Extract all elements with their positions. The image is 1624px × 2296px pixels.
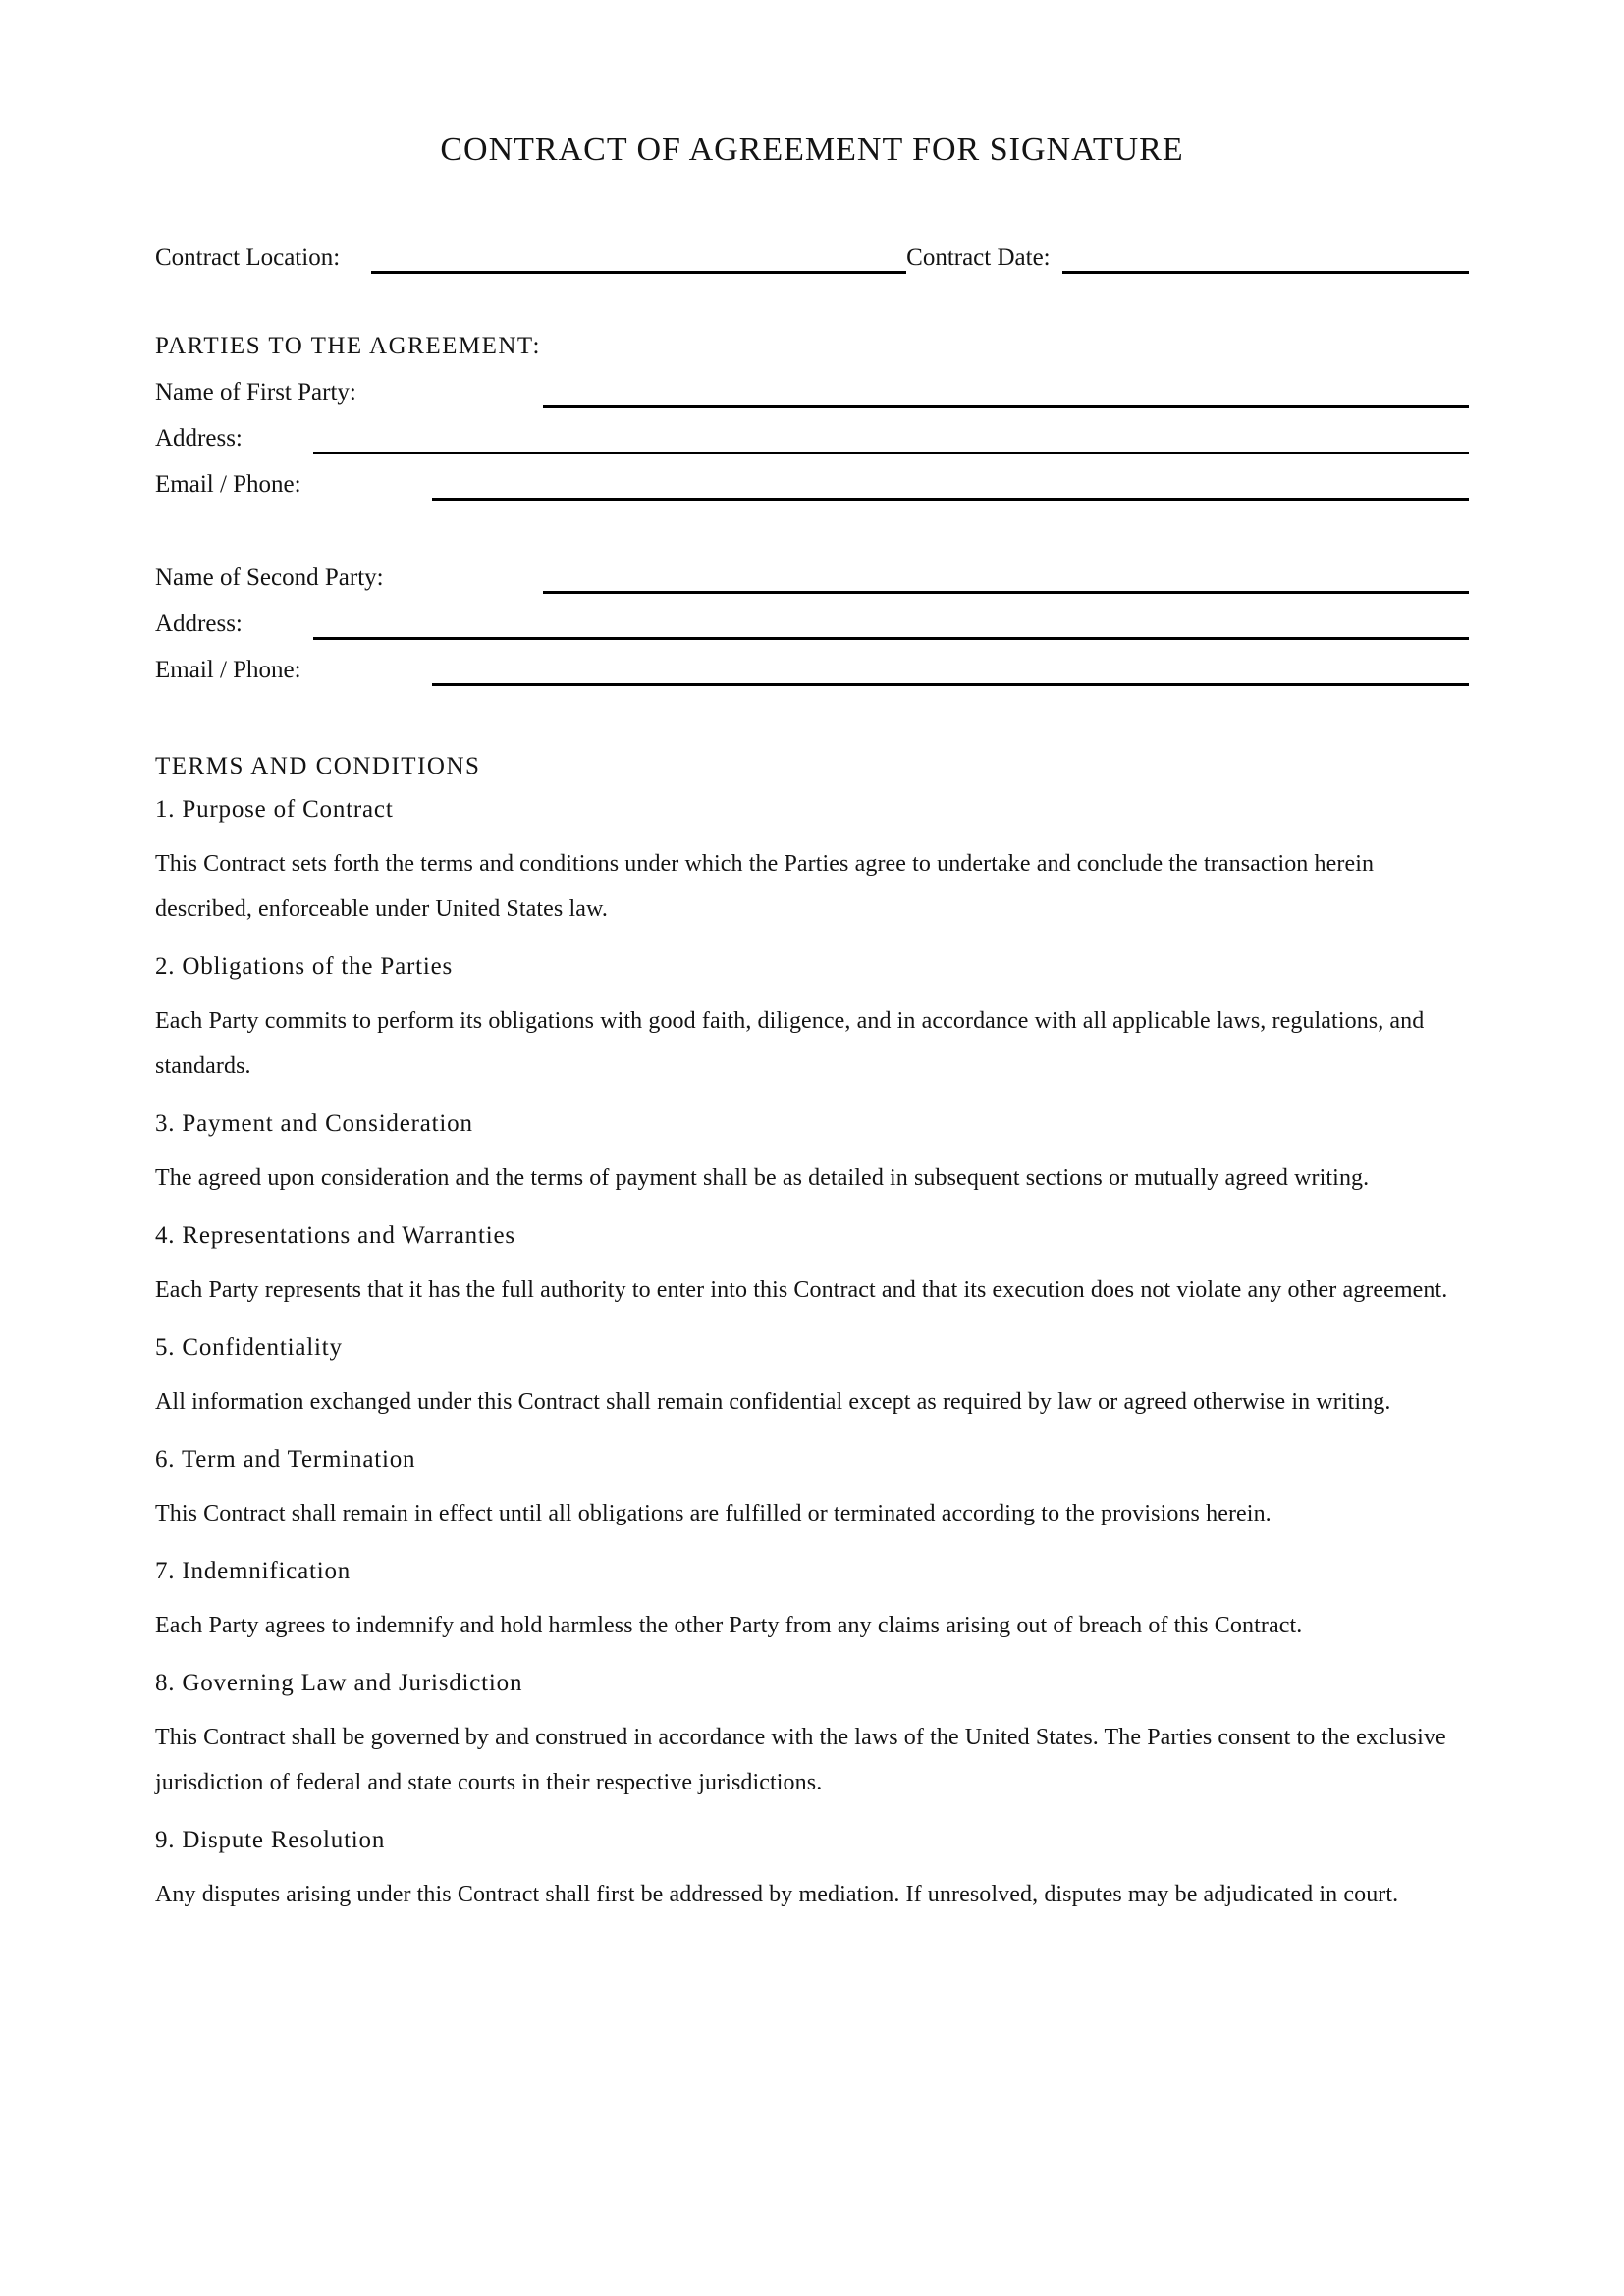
section-body: The agreed upon consideration and the terms of payment shall be as detailed in subsequent sections or mutually agreed writing. — [155, 1165, 1370, 1191]
second-party-email-phone-label: Email / Phone: — [155, 657, 301, 683]
section-heading: 5. Confidentiality — [155, 1334, 343, 1361]
section-body: All information exchanged under this Contract shall remain confidential except as required by law or agreed otherwise in writing. — [155, 1389, 1391, 1415]
contract-section-payment — [155, 1108, 1469, 1201]
section-body: Any disputes arising under this Contract shall first be addressed by mediation. If unresolved, disputes may be adjudicated in court. — [155, 1882, 1399, 1907]
contract-section-representations — [155, 1220, 1469, 1312]
section-body: This Contract shall be governed by and construed in accordance with the laws of the United States. The Parties consent to the exclusive jurisdiction of federal and state courts in their respective jurisdictions. — [155, 1725, 1446, 1795]
contract-location-label: Contract Location: — [155, 244, 341, 271]
section-body: This Contract shall remain in effect until all obligations are fulfilled or terminated according to the provisions herein. — [155, 1501, 1272, 1526]
contract-section-term-termination — [155, 1444, 1469, 1536]
section-heading: 4. Representations and Warranties — [155, 1222, 515, 1249]
section-body: Each Party agrees to indemnify and hold harmless the other Party from any claims arising out of breach of this Contract. — [155, 1613, 1303, 1638]
contract-location-date-row — [155, 231, 1469, 274]
second-party-address-row — [155, 594, 1469, 640]
section-heading: 7. Indemnification — [155, 1558, 352, 1584]
party-block-spacer — [155, 501, 1469, 548]
first-party-block — [155, 362, 1469, 501]
section-heading: 6. Term and Termination — [155, 1446, 416, 1472]
first-party-email-phone-input-line[interactable] — [432, 465, 1469, 501]
contract-section-purpose — [155, 794, 1469, 932]
second-party-address-input-line[interactable] — [313, 605, 1469, 640]
contract-section-dispute-resolution — [155, 1825, 1469, 1917]
second-party-block — [155, 548, 1469, 686]
contract-location-input-line[interactable] — [371, 239, 906, 274]
terms-section-heading: TERMS AND CONDITIONS — [155, 753, 481, 779]
section-heading: 2. Obligations of the Parties — [155, 953, 454, 980]
contract-section-obligations — [155, 951, 1469, 1089]
second-party-name-input-line[interactable] — [543, 559, 1469, 594]
first-party-name-row — [155, 362, 1469, 408]
parties-section-heading: PARTIES TO THE AGREEMENT: — [155, 333, 541, 359]
section-body: Each Party represents that it has the full authority to enter into this Contract and that its execution does not violate any other agreement. — [155, 1277, 1448, 1303]
contract-section-indemnification — [155, 1556, 1469, 1648]
first-party-address-input-line[interactable] — [313, 419, 1469, 454]
section-body: Each Party commits to perform its obligations with good faith, diligence, and in accordance with all applicable laws, regulations, and standards. — [155, 1008, 1425, 1079]
section-body: This Contract sets forth the terms and conditions under which the Parties agree to undertake and conclude the transaction herein described, enforceable under United States law. — [155, 851, 1375, 922]
section-heading: 9. Dispute Resolution — [155, 1827, 386, 1853]
first-party-name-label: Name of First Party: — [155, 379, 356, 405]
second-party-name-row — [155, 548, 1469, 594]
first-party-name-input-line[interactable] — [543, 373, 1469, 408]
section-heading: 1. Purpose of Contract — [155, 796, 394, 823]
section-heading: 8. Governing Law and Jurisdiction — [155, 1670, 523, 1696]
second-party-email-phone-row — [155, 640, 1469, 686]
contract-date-input-line[interactable] — [1062, 239, 1469, 274]
contract-section-confidentiality — [155, 1332, 1469, 1424]
contract-section-governing-law — [155, 1668, 1469, 1805]
second-party-name-label: Name of Second Party: — [155, 564, 384, 591]
first-party-address-row — [155, 408, 1469, 454]
section-heading: 3. Payment and Consideration — [155, 1110, 473, 1137]
first-party-email-phone-label: Email / Phone: — [155, 471, 301, 498]
second-party-address-label: Address: — [155, 611, 243, 637]
document-title: CONTRACT OF AGREEMENT FOR SIGNATURE — [440, 132, 1184, 168]
contract-date-label: Contract Date: — [906, 244, 1051, 271]
second-party-email-phone-input-line[interactable] — [432, 651, 1469, 686]
first-party-email-phone-row — [155, 454, 1469, 501]
first-party-address-label: Address: — [155, 425, 243, 452]
